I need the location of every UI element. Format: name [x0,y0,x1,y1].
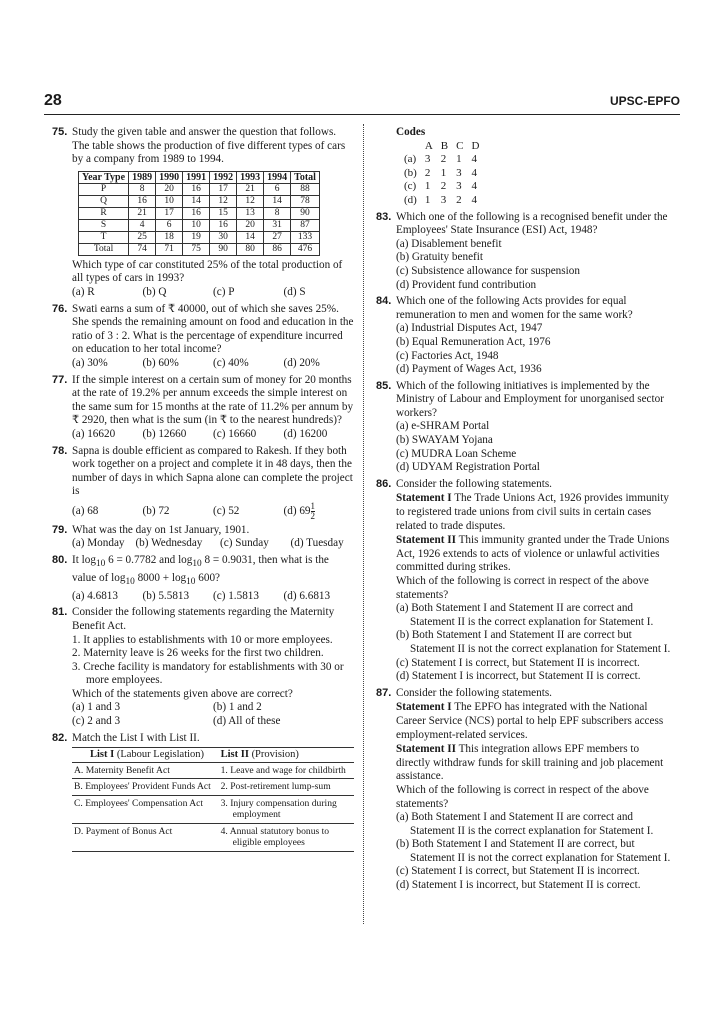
table-row [72,823,354,851]
match-list-table [72,747,354,852]
question-prompt: Which of the statements given above are correct? [72,687,293,700]
list1-item: C. Employees' Compensation Act [72,795,219,823]
statement-item: 1. It applies to establishments with 10 or more employees. [72,633,333,646]
question-prompt: Which type of car constituted 25% of the total production of all types of cars in 1993? [72,258,343,285]
codes-cell: 2 [456,193,462,206]
codes-cell: 3 [456,166,462,179]
option-a: (a) 30% [72,356,108,369]
option-d: (d) UDYAM Registration Portal [396,461,540,474]
option-c: (c) Statement I is correct, but Statement II is incorrect. [396,865,640,878]
question-number: 78. [52,444,68,457]
table-body [72,762,354,851]
question-number: 82. [52,731,68,744]
table-cell: T [79,231,129,243]
question-text: Consider the following statements. [396,477,552,490]
option-c: (c) 2 and 3 [72,715,121,728]
question-prompt: Which of the following is correct in respect of the above statements? [396,783,649,810]
table-header-cell: 1993 [237,171,264,183]
option-a: (a) Both Statement I and Statement II are correct and Statement II is the correct explanation for Statement I. [396,602,654,628]
option-c: (c) Statement I is correct, but Statement II is incorrect. [396,656,640,669]
production-table [78,171,320,256]
option-d: (d) Payment of Wages Act, 1936 [396,363,542,376]
option-a: (a) Industrial Disputes Act, 1947 [396,322,543,335]
codes-header-cell: D [471,139,480,152]
codes-cell: 3 [440,193,447,206]
question-text: What was the day on 1st January, 1901. [72,523,250,536]
statement-label: Statement I [396,492,452,505]
table-cell: 21 [237,183,264,195]
table-cell: 74 [129,243,156,255]
question-text: Which one of the following Acts provides for equal remuneration to men and women for the same work? [396,295,633,321]
table-cell: 20 [237,219,264,231]
subscript: 10 [125,577,135,588]
list1-header-desc: (Labour Legislation) [114,749,205,761]
list2-item: 3. Injury compensation during employment [219,795,354,823]
table-cell: 17 [210,183,237,195]
codes-cell: 1 [456,153,462,166]
table-cell: 78 [291,195,320,207]
question-text: If the simple interest on a certain sum of money for 20 months at the rate of 19.2% per annum exceeds the simple interest on the same sum for 15 months at the rate of 11.2% per annum by ₹ 2920, then what is the sum (in ₹ to the nearest hundreds)? [72,373,354,427]
codes-cell: 3 [456,180,462,193]
table-header-cell: Total [291,171,320,183]
option-b: (b) Gratuity benefit [396,251,483,264]
question-76 [52,303,354,371]
question-86 [376,478,676,684]
statement-text: The EPFO has integrated with the National Career Service (NCS) portal to help EPF subscribers access employment-related services. [396,701,664,741]
table-cell: 20 [156,183,183,195]
option-d: (d) Statement I is incorrect, but Statement II is correct. [396,670,641,683]
table-row [400,167,483,181]
table-row [72,795,354,823]
question-number: 79. [52,523,68,536]
question-text: Which of the following initiatives is implemented by the Ministry of Labour and Employment for unorganised sector workers? [396,379,664,419]
codes-cell: 2 [440,180,447,193]
option-b: (b) 60% [142,356,179,369]
options [72,537,354,551]
question-text: Consider the following statements. [396,686,552,699]
option-a: (a) 16620 [72,427,116,440]
list2-item: 4. Annual statutory bonus to eligible employees [219,823,354,851]
codes-block [376,126,676,208]
list2-header [219,748,354,763]
table-cell: 18 [156,231,183,243]
option-d: (d) Tuesday [290,537,344,550]
statement-1 [396,492,676,533]
subscript: 10 [186,577,196,588]
table-cell: 25 [129,231,156,243]
fraction-numerator: 1 [310,500,316,511]
table-header-cell: 1989 [129,171,156,183]
option-b: (b) 12660 [142,427,187,440]
statement-text: This immunity granted under the Trade Unions Act, 1926 extends to acts of violence or unlawful activities committed during strikes. [396,534,670,574]
list2-header-desc: (Provision) [248,749,299,761]
codes-header-cell: B [440,139,449,152]
option-b: (b) Both Statement I and Statement II are correct but Statement II is not the correct explanation for Statement I. [396,629,671,655]
option-d-whole: (d) 69 [283,504,311,517]
question-82 [52,732,354,852]
question-75 [52,126,354,300]
option-b: (b) 5.5813 [142,589,190,602]
list1-item: B. Employees' Provident Funds Act [72,779,219,796]
option-a: (a) Disablement benefit [396,237,502,250]
table-header-cell: 1991 [183,171,210,183]
option-b: (b) 72 [142,504,170,517]
table-body [79,183,320,255]
table-row [400,194,483,208]
options [72,357,354,371]
table-cell: 10 [183,219,210,231]
statement-item: 3. Creche facility is mandatory for establishments with 30 or more employees. [72,660,344,687]
statement-item: 2. Maternity leave is 26 weeks for the first two children. [72,647,324,660]
question-text [72,554,354,590]
subscript: 10 [192,559,202,570]
table-cell: 14 [237,231,264,243]
options [72,502,354,521]
option-c: (c) 1.5813 [213,589,259,602]
fraction-denominator: 2 [310,510,316,521]
question-number: 77. [52,373,68,386]
option-d: (d) Statement I is incorrect, but Statement II is correct. [396,879,641,892]
option-d: (d) 20% [283,356,320,369]
text-part: It log [72,554,96,567]
page-number: 28 [44,92,62,109]
table-header-row [400,140,483,154]
table-cell: 14 [183,195,210,207]
codes-cell: 1 [424,193,431,206]
text-part: 600? [195,571,221,584]
list2-item: 1. Leave and wage for childbirth [219,762,354,779]
left-column [52,126,354,855]
table-cell: 27 [264,231,291,243]
table-row [72,762,354,779]
table-row [79,219,320,231]
option-b: (b) 1 and 2 [213,701,262,714]
table-cell: 12 [210,195,237,207]
question-84 [376,295,676,377]
codes-cell: (d) [404,193,417,206]
table-cell: 12 [237,195,264,207]
table-cell: 14 [264,195,291,207]
codes-table [400,140,483,208]
table-cell: 476 [291,243,320,255]
statement-1 [396,701,676,742]
table-cell: 16 [210,219,237,231]
option-c: (c) 16660 [213,427,257,440]
options [72,590,354,604]
question-text: Study the given table and answer the question that follows. [72,126,337,138]
codes-header-cell: C [456,139,464,152]
table-cell: Q [79,195,129,207]
table-row [72,779,354,796]
question-87 [376,687,676,893]
question-number: 87. [376,686,392,699]
table-cell: 6 [264,183,291,195]
statement-text: The Trade Unions Act, 1926 provides immunity to registered trade unions from civil suits in certain cases related to trade disputes. [396,492,669,532]
table-cell: 88 [291,183,320,195]
table-cell: 8 [264,207,291,219]
question-number: 81. [52,606,68,619]
option-d: (d) S [283,285,306,298]
options [72,428,354,442]
statement-text: This integration allows EPF members to directly withdraw funds for skill training and job placement assistance. [396,743,664,783]
option-a: (a) 68 [72,504,99,517]
question-number: 80. [52,554,68,567]
question-number: 85. [376,379,392,392]
option-d [284,502,355,521]
book-title: UPSC-EPFO [609,94,680,108]
option-b: (b) Q [142,285,167,298]
statement-2 [396,743,676,784]
question-number: 75. [52,126,68,138]
table-header-row [79,171,320,183]
question-text: Swati earns a sum of ₹ 40000, out of which she saves 25%. She spends the remaining amount on food and education in the ratio of 3 : 2. What is the percentage of expenditure incurred on education to her total income? [72,302,354,356]
page-header [44,92,680,115]
option-c: (c) Subsistence allowance for suspension [396,264,580,277]
question-text: Which one of the following is a recognised benefit under the Employees' State Insurance (ESI) Act, 1948? [396,210,668,237]
codes-cell: 2 [440,153,447,166]
codes-title: Codes [396,126,426,138]
table-header-cell: 1992 [210,171,237,183]
codes-cell: 4 [471,180,477,193]
option-c: (c) Factories Act, 1948 [396,349,499,362]
table-cell: 13 [237,207,264,219]
table-cell: 30 [210,231,237,243]
table-cell: 21 [129,207,156,219]
option-c: (c) Sunday [220,537,269,550]
option-d: (d) 16200 [283,427,328,440]
table-cell: P [79,183,129,195]
table-row [79,243,320,255]
question-text: Match the List I with List II. [72,731,200,744]
table-cell: 90 [210,243,237,255]
table-cell: 16 [183,183,210,195]
table-cell: 10 [156,195,183,207]
question-77 [52,374,354,442]
codes-cell: (b) [404,166,417,179]
question-80 [52,554,354,603]
codes-cell: 4 [471,166,477,179]
list1-header-bold: List I [90,749,115,761]
question-prompt: Which of the following is correct in respect of the above statements? [396,575,649,601]
table-row [79,231,320,243]
option-b: (b) Wednesday [135,537,203,550]
option-a: (a) 4.6813 [72,589,118,602]
option-b: (b) Equal Remuneration Act, 1976 [396,335,551,348]
options [72,701,354,728]
right-column [376,126,676,896]
list1-header [72,748,219,763]
statement-2 [396,534,676,575]
codes-cell: 4 [471,193,477,206]
question-79 [52,524,354,551]
codes-cell: (a) [404,153,417,166]
codes-header-cell: A [424,139,433,152]
option-a: (a) 1 and 3 [72,701,121,714]
table-row [79,207,320,219]
option-d: (d) Provident fund contribution [396,278,537,291]
option-a: (a) Both Statement I and Statement II are correct and Statement II is the correct explanation for Statement I. [396,811,654,837]
table-cell: 8 [129,183,156,195]
statement-label: Statement II [396,743,456,756]
table-cell: 75 [183,243,210,255]
table-cell: 19 [183,231,210,243]
codes-cell: 4 [471,153,477,166]
option-c: (c) P [213,285,235,298]
option-c: (c) 52 [213,504,240,517]
codes-cell: 1 [424,180,431,193]
table-cell: 90 [291,207,320,219]
table-cell: 31 [264,219,291,231]
list2-item: 2. Post-retirement lump-sum [219,779,354,796]
table-cell: 16 [129,195,156,207]
option-a: (a) Monday [72,537,125,550]
column-divider [363,124,364,924]
option-b: (b) Both Statement I and Statement II are correct, but Statement II is not the correct explanation for Statement I. [396,838,671,864]
table-header-cell: 1990 [156,171,183,183]
text-part: 8000 + log [134,571,187,584]
table-cell: 16 [183,207,210,219]
list1-item: A. Maternity Benefit Act [72,762,219,779]
table-row [400,180,483,194]
option-b: (b) SWAYAM Yojana [396,434,493,447]
table-header-cell: 1994 [264,171,291,183]
table-cell: 71 [156,243,183,255]
option-d: (d) All of these [213,715,281,728]
subscript: 10 [95,559,106,570]
codes-cell: 3 [424,153,431,166]
fraction [311,502,316,521]
table-cell: 133 [291,231,320,243]
text-part: 8 = 0.9031, then what is the value of log [72,554,329,584]
option-a: (a) R [72,285,95,298]
table-body [400,153,483,207]
table-cell: 17 [156,207,183,219]
statement-label: Statement II [396,534,456,547]
table-cell: Total [79,243,129,255]
text-part: 6 = 0.7782 and log [105,554,193,567]
table-row [79,183,320,195]
question-intro: The table shows the production of five different types of cars by a company from 1989 to 1994. [72,139,346,166]
question-number: 86. [376,477,392,490]
option-c: (c) MUDRA Loan Scheme [396,447,517,460]
codes-cell: 2 [424,166,431,179]
list2-header-bold: List II [220,749,249,761]
question-text: Consider the following statements regarding the Maternity Benefit Act. [72,606,335,632]
table-cell: 80 [237,243,264,255]
option-c: (c) 40% [213,356,249,369]
question-78 [52,445,354,521]
option-a: (a) e-SHRAM Portal [396,420,490,433]
question-number: 83. [376,210,392,223]
codes-cell: 1 [440,166,447,179]
question-number: 76. [52,302,68,315]
question-number: 84. [376,295,392,308]
table-cell: 4 [129,219,156,231]
statement-label: Statement I [396,701,452,714]
question-83 [376,211,676,293]
table-cell: S [79,219,129,231]
codes-header-cell [400,140,421,154]
codes-cell: (c) [404,180,417,193]
table-row [400,153,483,167]
table-cell: 87 [291,219,320,231]
table-header-row [72,748,354,763]
options [72,286,354,300]
table-row [79,195,320,207]
table-cell: R [79,207,129,219]
question-85 [376,380,676,475]
list1-item: D. Payment of Bonus Act [72,823,219,851]
table-cell: 6 [156,219,183,231]
table-header-cell: Year Type [79,171,129,183]
question-text: Sapna is double efficient as compared to Rakesh. If they both work together on a project and complete it in 48 days, then the number of days in which Sapna alone can complete the project is [72,444,353,498]
option-d: (d) 6.6813 [283,589,331,602]
question-81 [52,606,354,728]
table-cell: 86 [264,243,291,255]
table-cell: 15 [210,207,237,219]
